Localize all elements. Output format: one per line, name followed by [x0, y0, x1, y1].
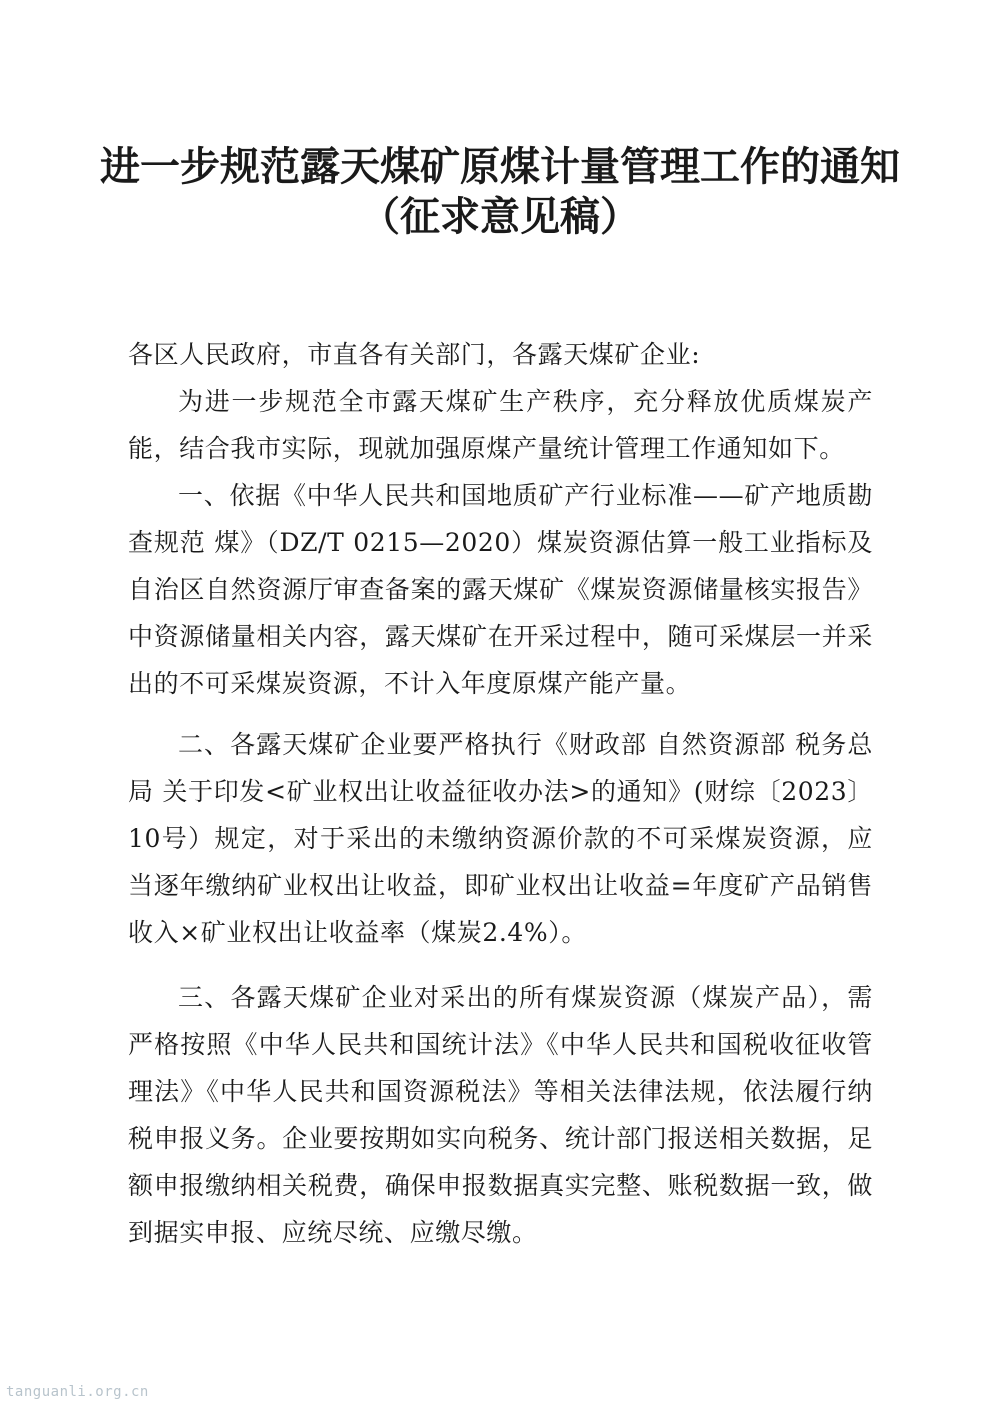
salutation: 各区人民政府，市直各有关部门，各露天煤矿企业: [128, 340, 701, 369]
document-title: 进一步规范露天煤矿原煤计量管理工作的通知 [100, 143, 900, 190]
paragraph-intro: 为进一步规范全市露天煤矿生产秩序，充分释放优质煤炭产能，结合我市实际，现就加强原煤产量统计管理工作通知如下。 [128, 387, 873, 463]
paragraph-section-1: 一、依据《中华人民共和国地质矿产行业标准——矿产地质勘查规范 煤》（DZ/T 0215—2020）煤炭资源估算一般工业指标及自治区自然资源厅审查备案的露天煤矿《煤炭资源储量核实报告》中资源储量相关内容，露天煤矿在开采过程中，随可采煤层一并采出的不可采煤炭资源，不计入年度原煤产能产量。 [128, 481, 873, 698]
document-subtitle: （征求意见稿） [360, 193, 640, 240]
watermark-text: tanguanli.org.cn [6, 1384, 149, 1400]
paragraph-section-3: 三、各露天煤矿企业对采出的所有煤炭资源（煤炭产品），需严格按照《中华人民共和国统计法》《中华人民共和国税收征收管理法》《中华人民共和国资源税法》等相关法律法规，依法履行纳税申报义务。企业要按期如实向税务、统计部门报送相关数据，足额申报缴纳相关税费，确保申报数据真实完整、账税数据一致，做到据实申报、应统尽统、应缴尽缴。 [128, 983, 873, 1247]
paragraph-spacer [128, 956, 873, 974]
paragraph-section-2: 二、各露天煤矿企业要严格执行《财政部 自然资源部 税务总局 关于印发<矿业权出让收益征收办法>的通知》(财综〔2023〕10号）规定，对于采出的未缴纳资源价款的不可采煤炭资源，应当逐年缴纳矿业权出让收益，即矿业权出让收益=年度矿产品销售收入×矿业权出让收益率（煤炭2.4%）。 [128, 730, 873, 947]
document-body [128, 331, 873, 1256]
paragraph-spacer [128, 707, 873, 721]
